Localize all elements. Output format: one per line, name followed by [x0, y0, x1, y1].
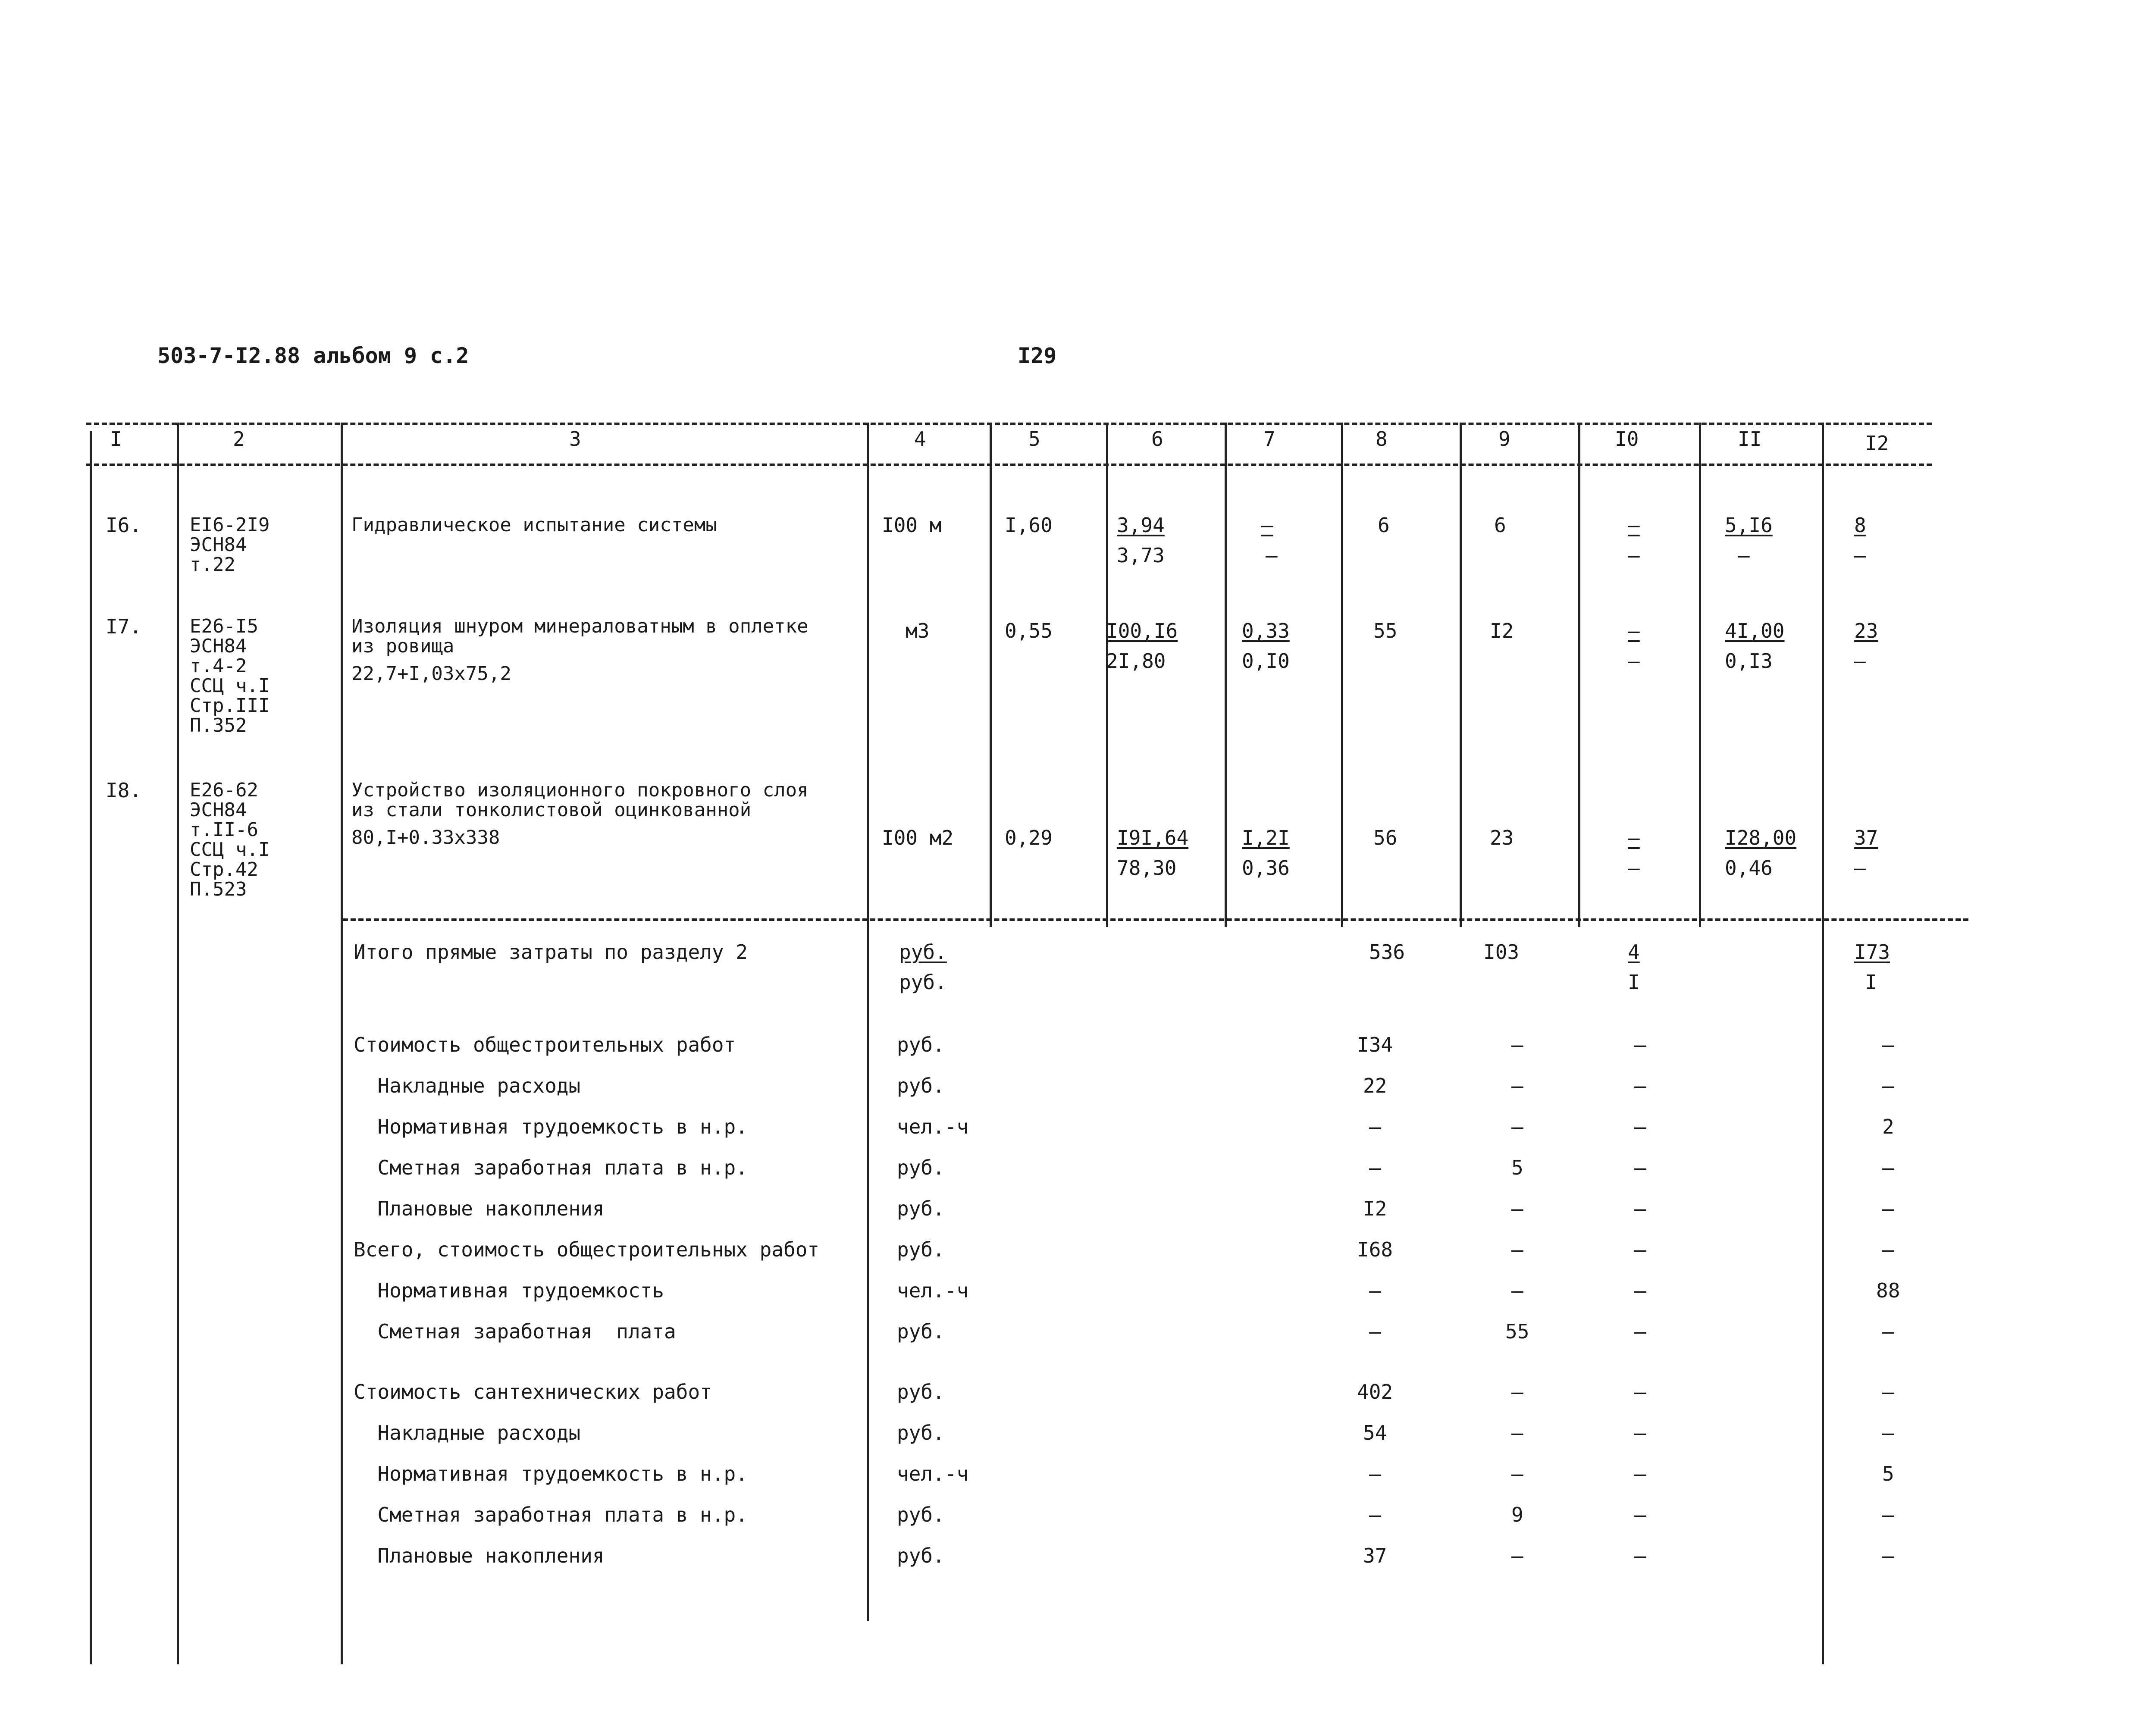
summary-col10: –: [1634, 1238, 1646, 1261]
summary-unit: чел.-ч: [897, 1115, 969, 1138]
column-divider: [1106, 423, 1108, 927]
summary-unit: руб.: [897, 1421, 945, 1444]
column-header: I: [110, 427, 122, 451]
column-header: I0: [1615, 427, 1639, 451]
work-description: из ровища: [351, 635, 454, 657]
summary-col12: –: [1882, 1074, 1894, 1097]
summary-label: Плановые накопления: [354, 1197, 605, 1220]
row-number: I6.: [106, 514, 142, 537]
work-description: Устройство изоляционного покровного слоя: [351, 779, 808, 801]
summary-col9: –: [1511, 1238, 1523, 1261]
totals-unit-top: руб.: [899, 940, 947, 964]
norm-code-line: т.22: [190, 554, 235, 576]
summary-col8: I2: [1363, 1197, 1387, 1220]
summary-col8: I34: [1357, 1033, 1393, 1056]
value-col12-bottom: –: [1854, 544, 1866, 567]
summary-col12: 88: [1876, 1279, 1900, 1302]
summary-label: Накладные расходы: [354, 1421, 581, 1444]
norm-code-line: ЭСН84: [190, 635, 247, 657]
value-col6-bottom: 2I,80: [1106, 649, 1166, 673]
summary-col12: –: [1882, 1380, 1894, 1403]
totals-col9: I03: [1483, 940, 1520, 964]
value-col8: 6: [1378, 514, 1390, 537]
value-col10-bottom: –: [1628, 544, 1640, 567]
norm-code-line: ССЦ ч.I: [190, 675, 270, 697]
value-col12-top: 23: [1854, 619, 1878, 642]
summary-unit: руб.: [897, 1033, 945, 1056]
summary-col8: –: [1369, 1279, 1381, 1302]
summary-label: Стоимость сантехнических работ: [354, 1380, 712, 1403]
summary-col10: –: [1634, 1115, 1646, 1138]
summary-col10: –: [1634, 1320, 1646, 1343]
summary-label: Нормативная трудоемкость: [354, 1279, 664, 1302]
value-col6-bottom: 78,30: [1117, 856, 1177, 880]
summary-label: Нормативная трудоемкость в н.р.: [354, 1115, 748, 1138]
column-header: 6: [1151, 427, 1163, 451]
summary-label: Сметная заработная плата в н.р.: [354, 1503, 748, 1526]
norm-code-line: EI6-2I9: [190, 514, 270, 536]
summary-col9: 55: [1505, 1320, 1529, 1343]
summary-col12: –: [1882, 1503, 1894, 1526]
summary-col12: –: [1882, 1156, 1894, 1179]
value-col7-bottom: –: [1266, 544, 1278, 567]
summary-label: Сметная заработная плата в н.р.: [354, 1156, 748, 1179]
unit: I00 м: [882, 514, 942, 537]
column-divider: [1341, 423, 1343, 927]
summary-col10: –: [1634, 1033, 1646, 1056]
summary-col8: –: [1369, 1115, 1381, 1138]
value-col7-bottom: 0,I0: [1242, 649, 1290, 673]
totals-col10-top: 4: [1628, 940, 1640, 964]
value-col8: 56: [1373, 826, 1398, 849]
summary-col10: –: [1634, 1544, 1646, 1567]
value-col10-top: –: [1628, 619, 1640, 642]
summary-col9: –: [1511, 1462, 1523, 1485]
summary-col9: 5: [1511, 1156, 1523, 1179]
column-divider: [990, 423, 992, 927]
norm-code-line: П.352: [190, 714, 247, 736]
value-col7-top: –: [1261, 514, 1273, 537]
page-number: I29: [1018, 343, 1057, 368]
value-col10-bottom: –: [1628, 856, 1640, 880]
norm-code-line: П.523: [190, 878, 247, 900]
row-number: I7.: [106, 615, 142, 638]
value-col12-bottom: –: [1854, 649, 1866, 673]
summary-col8: 402: [1357, 1380, 1393, 1403]
norm-code-line: Стр.III: [190, 695, 270, 717]
summary-col9: –: [1511, 1544, 1523, 1567]
value-col9: 6: [1494, 514, 1506, 537]
unit: I00 м2: [882, 826, 954, 849]
summary-col12: 2: [1882, 1115, 1894, 1138]
column-header: II: [1738, 427, 1762, 451]
column-divider: [1699, 423, 1701, 927]
value-col11-top: 5,I6: [1725, 514, 1773, 537]
summary-unit: руб.: [897, 1503, 945, 1526]
work-description: 22,7+I,03x75,2: [351, 663, 511, 685]
summary-unit: руб.: [897, 1320, 945, 1343]
summary-col8: 22: [1363, 1074, 1387, 1097]
column-header: 7: [1263, 427, 1275, 451]
totals-unit-bottom: руб.: [899, 971, 947, 994]
work-description: 80,I+0.33x338: [351, 827, 500, 849]
work-description: Изоляция шнуром минераловатным в оплетке: [351, 615, 808, 637]
totals-col12-top: I73: [1854, 940, 1890, 964]
norm-code-line: ЭСН84: [190, 799, 247, 821]
summary-col8: –: [1369, 1156, 1381, 1179]
summary-col10: –: [1634, 1074, 1646, 1097]
summary-col9: –: [1511, 1115, 1523, 1138]
value-col9: 23: [1490, 826, 1514, 849]
value-col12-top: 8: [1854, 514, 1866, 537]
column-divider: [90, 431, 92, 1664]
column-divider: [1578, 423, 1580, 927]
value-col10-top: –: [1628, 826, 1640, 849]
totals-label: Итого прямые затраты по разделу 2: [354, 940, 748, 964]
column-header: I2: [1865, 432, 1889, 455]
header-top-rule: [86, 423, 1932, 425]
quantity: 0,55: [1005, 619, 1053, 642]
summary-col12: –: [1882, 1421, 1894, 1444]
value-col10-bottom: –: [1628, 649, 1640, 673]
value-col7-top: I,2I: [1242, 826, 1290, 849]
unit: м3: [906, 619, 930, 642]
value-col12-top: 37: [1854, 826, 1878, 849]
value-col6-bottom: 3,73: [1117, 544, 1165, 567]
summary-col8: I68: [1357, 1238, 1393, 1261]
header-bottom-rule: [86, 464, 1932, 466]
summary-col9: –: [1511, 1033, 1523, 1056]
summary-col12: –: [1882, 1197, 1894, 1220]
summary-unit: руб.: [897, 1380, 945, 1403]
value-col12-bottom: –: [1854, 856, 1866, 880]
value-col6-top: I00,I6: [1106, 619, 1178, 642]
column-divider: [867, 423, 869, 1621]
norm-code-line: E26-I5: [190, 615, 258, 637]
column-header: 2: [233, 427, 245, 451]
summary-unit: руб.: [897, 1074, 945, 1097]
summary-label: Сметная заработная плата: [354, 1320, 676, 1343]
summary-label: Плановые накопления: [354, 1544, 605, 1567]
value-col10-top: –: [1628, 514, 1640, 537]
norm-code-line: ССЦ ч.I: [190, 839, 270, 861]
summary-col10: –: [1634, 1380, 1646, 1403]
summary-label: Накладные расходы: [354, 1074, 581, 1097]
summary-col10: –: [1634, 1421, 1646, 1444]
value-col7-top: 0,33: [1242, 619, 1290, 642]
value-col11-bottom: 0,I3: [1725, 649, 1773, 673]
totals-col10-bottom: I: [1628, 971, 1640, 994]
summary-col8: –: [1369, 1320, 1381, 1343]
norm-code-line: E26-62: [190, 779, 258, 801]
column-divider: [341, 423, 343, 1664]
column-divider: [1460, 423, 1462, 927]
norm-code-line: Стр.42: [190, 858, 258, 880]
quantity: 0,29: [1005, 826, 1053, 849]
column-header: 8: [1376, 427, 1388, 451]
work-description: из стали тонколистовой оцинкованной: [351, 799, 752, 821]
summary-col9: –: [1511, 1421, 1523, 1444]
summary-label: Всего, стоимость общестроительных работ: [354, 1238, 820, 1261]
summary-unit: руб.: [897, 1197, 945, 1220]
totals-col8: 536: [1369, 940, 1405, 964]
summary-col10: –: [1634, 1156, 1646, 1179]
column-header: 5: [1028, 427, 1040, 451]
value-col7-bottom: 0,36: [1242, 856, 1290, 880]
totals-col12-bottom: I: [1865, 971, 1877, 994]
summary-col9: –: [1511, 1380, 1523, 1403]
value-col9: I2: [1490, 619, 1514, 642]
summary-col8: 37: [1363, 1544, 1387, 1567]
norm-code-line: ЭСН84: [190, 534, 247, 556]
summary-col9: 9: [1511, 1503, 1523, 1526]
value-col6-top: I9I,64: [1117, 826, 1189, 849]
norm-code-line: т.II-6: [190, 819, 258, 841]
summary-col9: –: [1511, 1279, 1523, 1302]
summary-unit: чел.-ч: [897, 1462, 969, 1485]
quantity: I,60: [1005, 514, 1053, 537]
row-number: I8.: [106, 779, 142, 802]
summary-col10: –: [1634, 1279, 1646, 1302]
summary-col10: –: [1634, 1197, 1646, 1220]
value-col11-top: I28,00: [1725, 826, 1797, 849]
value-col6-top: 3,94: [1117, 514, 1165, 537]
value-col11-bottom: –: [1738, 544, 1750, 567]
work-description: Гидравлическое испытание системы: [351, 514, 717, 536]
column-header: 9: [1498, 427, 1510, 451]
summary-unit: чел.-ч: [897, 1279, 969, 1302]
summary-col12: –: [1882, 1238, 1894, 1261]
summary-col8: 54: [1363, 1421, 1387, 1444]
column-header: 3: [569, 427, 581, 451]
summary-unit: руб.: [897, 1544, 945, 1567]
value-col11-bottom: 0,46: [1725, 856, 1773, 880]
summary-unit: руб.: [897, 1156, 945, 1179]
summary-col8: –: [1369, 1503, 1381, 1526]
summary-col9: –: [1511, 1197, 1523, 1220]
summary-col12: –: [1882, 1544, 1894, 1567]
summary-label: Стоимость общестроительных работ: [354, 1033, 736, 1056]
column-divider: [1822, 423, 1824, 1664]
summary-col9: –: [1511, 1074, 1523, 1097]
summary-label: Нормативная трудоемкость в н.р.: [354, 1462, 748, 1485]
summary-col12: –: [1882, 1320, 1894, 1343]
summary-col8: –: [1369, 1462, 1381, 1485]
value-col8: 55: [1373, 619, 1398, 642]
summary-col12: 5: [1882, 1462, 1894, 1485]
norm-code-line: т.4-2: [190, 655, 247, 677]
document-code: 503-7-I2.88 альбом 9 с.2: [157, 343, 469, 368]
column-divider: [177, 423, 179, 1664]
totals-separator-rule: [343, 918, 1968, 921]
value-col11-top: 4I,00: [1725, 619, 1785, 642]
summary-unit: руб.: [897, 1238, 945, 1261]
summary-col12: –: [1882, 1033, 1894, 1056]
summary-col10: –: [1634, 1503, 1646, 1526]
column-header: 4: [914, 427, 926, 451]
column-divider: [1225, 423, 1227, 927]
summary-col10: –: [1634, 1462, 1646, 1485]
